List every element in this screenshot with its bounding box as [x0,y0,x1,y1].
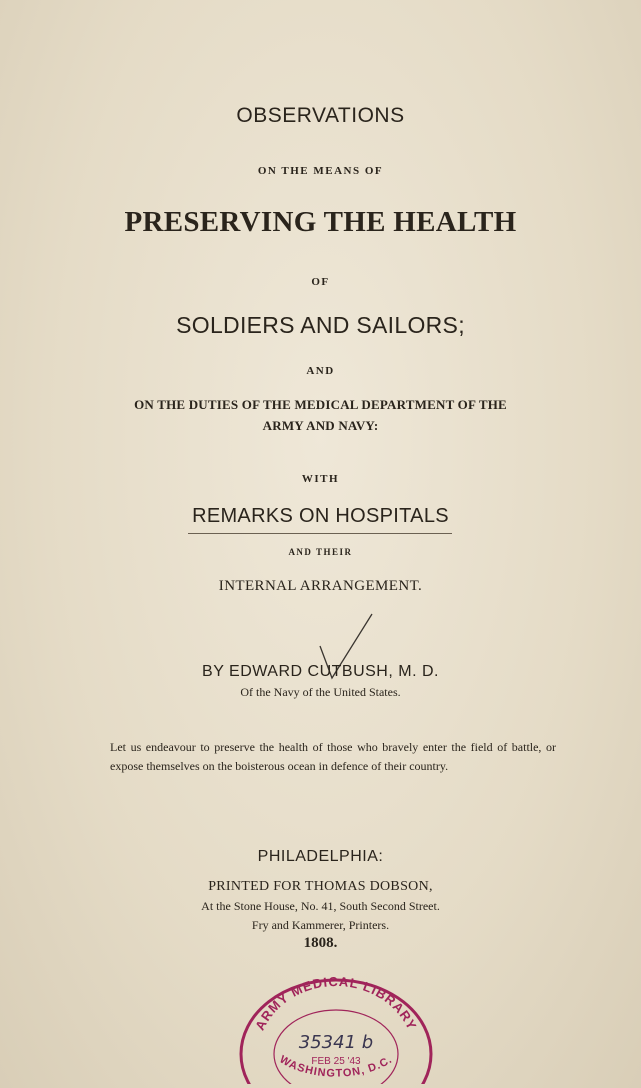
stamp-bottom-text: WASHINGTON, D.C. [277,1053,395,1080]
title-soldiers-sailors: SOLDIERS AND SAILORS; [176,312,465,338]
imprint-year: 1808. [303,935,338,951]
library-stamp [236,976,436,1084]
imprint-city: PHILADELPHIA: [257,848,384,865]
author-line: BY EDWARD CUTBUSH, M. D. [202,663,439,680]
title-and-their: AND THEIR [288,547,353,557]
title-underline-rule [188,533,452,534]
title-observations: OBSERVATIONS [236,104,405,127]
svg-text:ARMY MEDICAL LIBRARY [252,976,420,1033]
imprint-address: At the Stone House, No. 41, South Second Street. [201,899,440,913]
title-and: AND [306,365,335,377]
imprint-printers: Fry and Kammerer, Printers. [251,918,390,932]
imprint-printed-for: PRINTED FOR THOMAS DOBSON, [208,879,433,894]
title-preserving-health: PRESERVING THE HEALTH [124,206,517,238]
title-internal-arrangement: INTERNAL ARRANGEMENT. [218,578,423,594]
author-affiliation: Of the Navy of the United States. [240,685,401,699]
title-on-the-means-of: ON THE MEANS OF [257,165,384,177]
title-remarks-hospitals: REMARKS ON HOSPITALS [192,505,449,527]
title-with: WITH [301,473,340,485]
stamp-number: 35341 b [298,1032,374,1053]
stamp-top-text: ARMY MEDICAL LIBRARY [252,976,420,1033]
title-of: OF [311,276,330,288]
stamp-date: FEB 25 '43 [311,1056,361,1067]
epigraph: Let us endeavour to preserve the health of those who bravely enter the field of battle, or expose themselves on the boisterous ocean in defence of their country. [110,740,556,773]
title-duties-line2: ARMY AND NAVY: [262,418,379,433]
title-duties-line1: ON THE DUTIES OF THE MEDICAL DEPARTMENT OF THE [134,397,507,412]
